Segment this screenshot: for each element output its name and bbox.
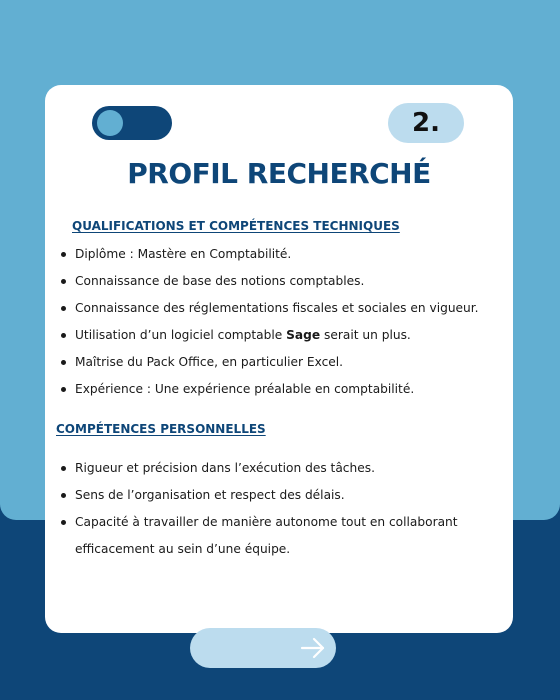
- list-item-text-after: serait un plus.: [320, 328, 411, 342]
- technical-skills-list: [59, 241, 509, 403]
- content-card: [45, 85, 513, 633]
- list-item: Connaissance de base des notions comptables.: [59, 268, 509, 295]
- page-number-badge: 2.: [388, 103, 464, 143]
- arrow-right-icon: [300, 637, 326, 659]
- section-heading-personal: COMPÉTENCES PERSONNELLES: [56, 422, 266, 436]
- list-item-text-before: Utilisation d’un logiciel comptable: [75, 328, 287, 342]
- list-item: Rigueur et précision dans l’exécution des tâches.: [59, 455, 509, 482]
- list-item: [59, 322, 509, 349]
- toggle-switch[interactable]: [92, 106, 172, 140]
- toggle-knob: [97, 110, 123, 136]
- personal-skills-list: [59, 455, 509, 563]
- list-item: Sens de l’organisation et respect des délais.: [59, 482, 509, 509]
- page-title: PROFIL RECHERCHÉ: [127, 157, 431, 190]
- list-item: Maîtrise du Pack Office, en particulier Excel.: [59, 349, 509, 376]
- section-heading-technical: QUALIFICATIONS ET COMPÉTENCES TECHNIQUES: [72, 219, 400, 233]
- list-item: Expérience : Une expérience préalable en comptabilité.: [59, 376, 509, 403]
- list-item: Connaissance des réglementations fiscales et sociales en vigueur.: [59, 295, 509, 322]
- software-name: Sage: [286, 328, 321, 342]
- list-item: Diplôme : Mastère en Comptabilité.: [59, 241, 509, 268]
- next-button[interactable]: [190, 628, 336, 668]
- list-item: Capacité à travailler de manière autonome tout en collaborant efficacement au sein d’une équipe.: [59, 509, 509, 563]
